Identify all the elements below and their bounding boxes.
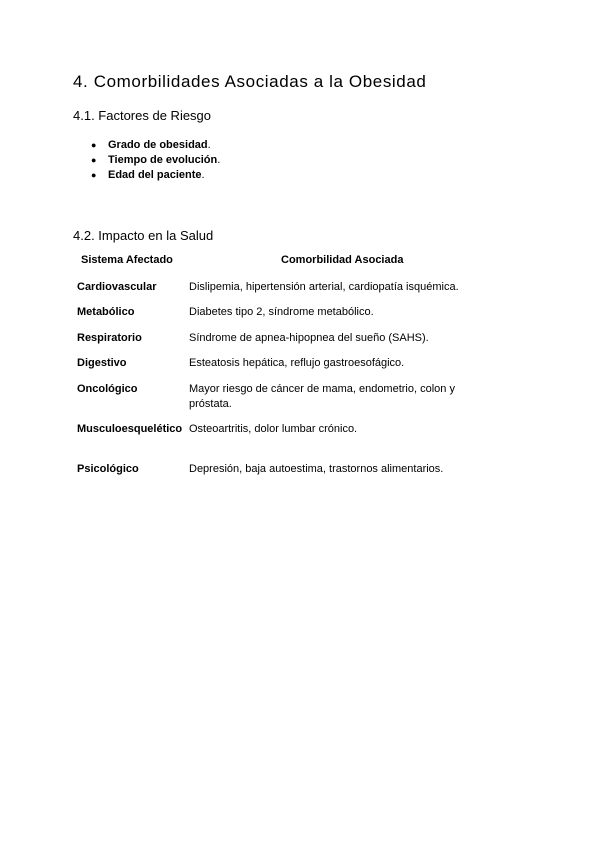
risk-factor-label: Edad del paciente: [108, 169, 202, 181]
list-item: [88, 138, 220, 153]
risk-factor-suffix: .: [217, 154, 221, 166]
table-header: [73, 254, 473, 270]
system-cell: Digestivo: [77, 357, 127, 369]
column-header-system: Sistema Afectado: [81, 254, 173, 266]
bullet-icon: ●: [91, 140, 97, 150]
list-item: [88, 153, 220, 168]
comorbidity-cell: Síndrome de apnea-hipopnea del sueño (SAHS).: [189, 332, 429, 344]
column-header-comorbidity: Comorbilidad Asociada: [281, 254, 404, 266]
bullet-icon: ●: [91, 170, 97, 180]
system-cell: Oncológico: [77, 383, 138, 395]
risk-factor-label: Tiempo de evolución: [108, 154, 218, 166]
system-cell: Psicológico: [77, 463, 139, 475]
list-item: [88, 168, 220, 183]
system-cell: Respiratorio: [77, 332, 142, 344]
health-impact-heading: 4.2. Impacto en la Salud: [73, 228, 214, 243]
comorbidity-table: [73, 254, 473, 475]
system-cell: Cardiovascular: [77, 281, 157, 293]
comorbidity-cell: Osteoartritis, dolor lumbar crónico.: [189, 423, 358, 435]
system-cell: Musculoesquelético: [77, 423, 183, 435]
comorbidity-cell: Depresión, baja autoestima, trastornos alimentarios.: [189, 463, 444, 475]
risk-factor-suffix: .: [207, 139, 211, 151]
section-title: 4. Comorbilidades Asociadas a la Obesidad: [73, 72, 427, 91]
comorbidity-cell: Esteatosis hepática, reflujo gastroesofágico.: [189, 357, 405, 369]
comorbidity-cell: Mayor riesgo de cáncer de mama, endometrio, colon y próstata.: [189, 383, 455, 410]
risk-factor-suffix: .: [201, 169, 205, 181]
risk-factors-list: [88, 138, 220, 183]
comorbidity-cell: Dislipemia, hipertensión arterial, cardiopatía isquémica.: [189, 281, 459, 293]
risk-factors-heading: 4.1. Factores de Riesgo: [73, 108, 212, 123]
comorbidity-cell: Diabetes tipo 2, síndrome metabólico.: [189, 306, 374, 318]
system-cell: Metabólico: [77, 306, 135, 318]
risk-factor-label: Grado de obesidad: [108, 139, 208, 151]
bullet-icon: ●: [91, 155, 97, 165]
